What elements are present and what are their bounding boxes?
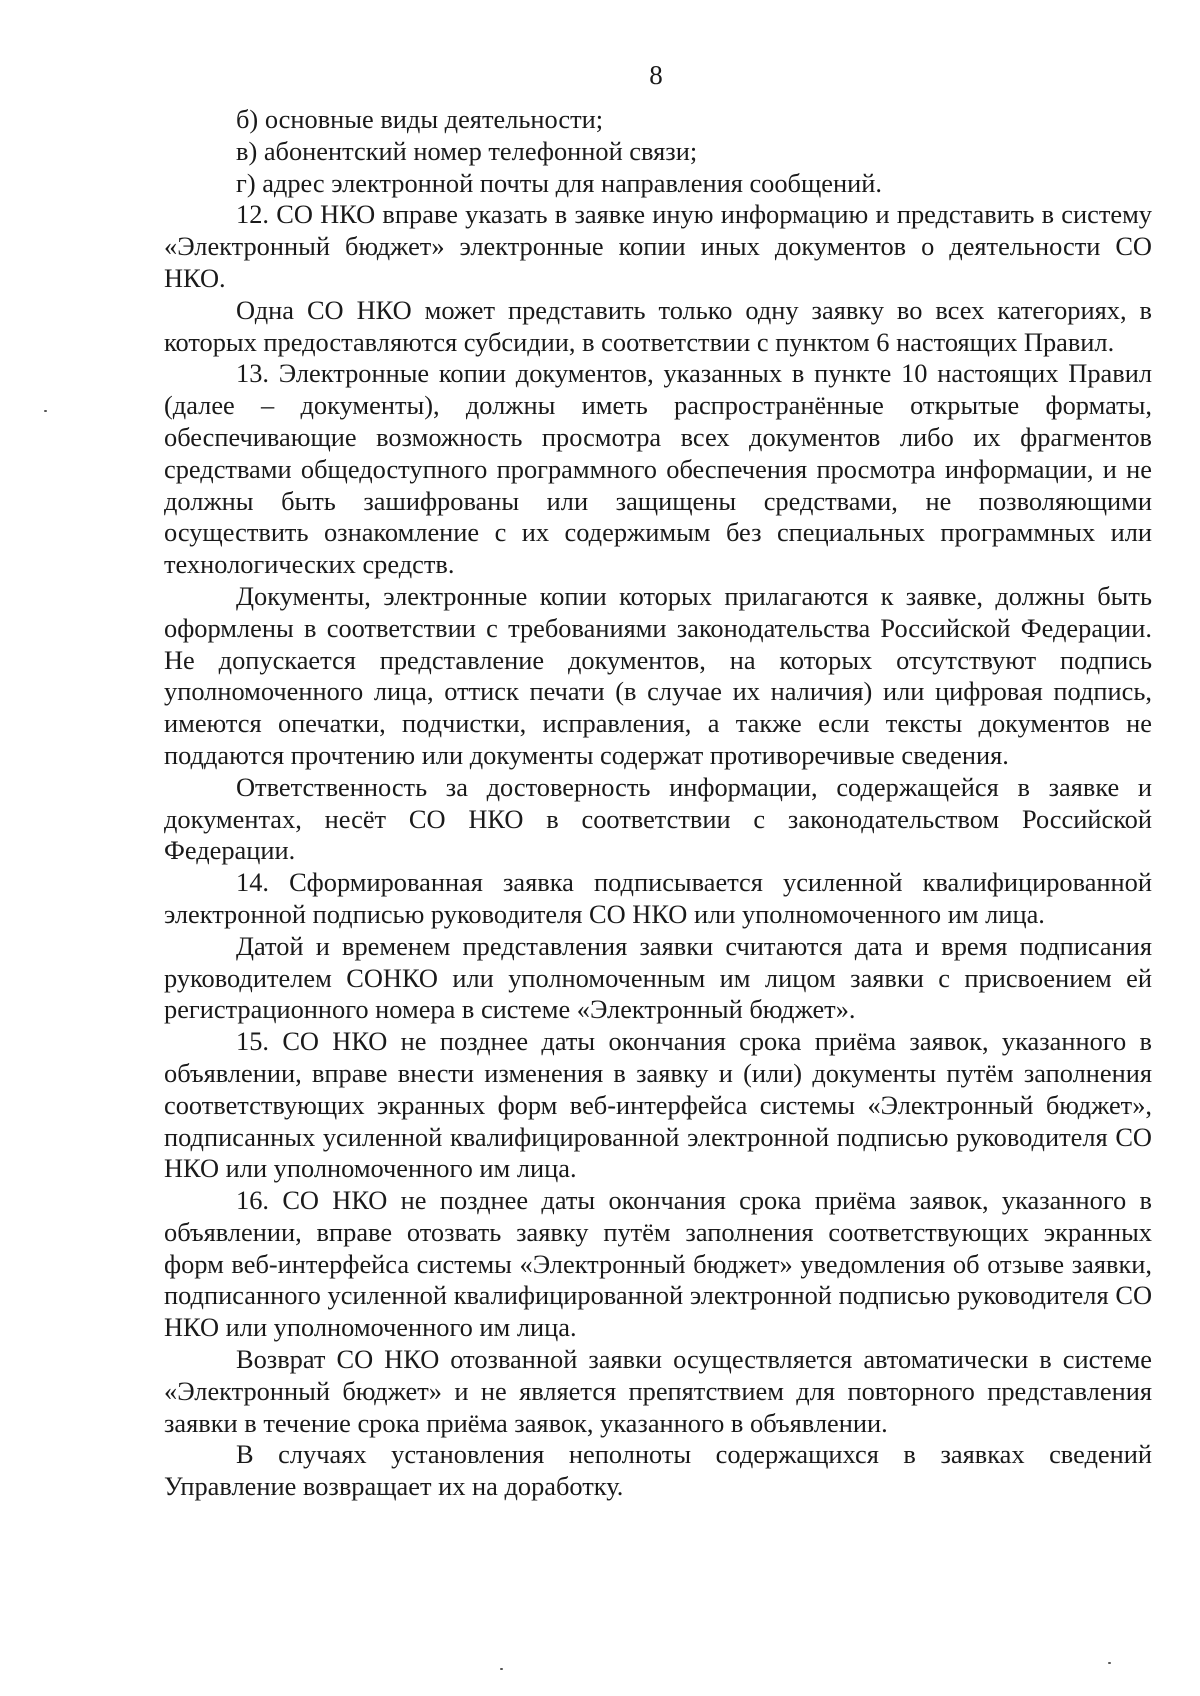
paragraph: 13. Электронные копии документов, указанных в пункте 10 настоящих Правил (далее – документы), должны иметь распространённые открытые форматы, обеспечивающие возможность просмотра всех документов либо их фрагментов средствами общедоступного программного обеспечения просмотра информации, и не должны быть зашифрованы или защищены средствами, не позволяющими осуществить ознакомление с их содержимым без специальных программных или технологических средств. — [164, 358, 1152, 580]
paragraph: 12. СО НКО вправе указать в заявке иную информацию и представить в систему «Электронный бюджет» электронные копии иных документов о деятельности СО НКО. — [164, 199, 1152, 293]
paragraph: В случаях установления неполноты содержащихся в заявках сведений Управление возвращает их на доработку. — [164, 1439, 1152, 1502]
scan-speck — [44, 410, 47, 412]
paragraph: Ответственность за достоверность информации, содержащейся в заявке и документах, несёт СО НКО в соответствии с законодательством Российской Федерации. — [164, 771, 1152, 866]
scan-speck — [500, 1668, 503, 1670]
paragraph: Возврат СО НКО отозванной заявки осуществляется автоматически в системе «Электронный бюджет» и не является препятствием для повторного представления заявки в течение срока приёма заявок, указанного в объявлении. — [164, 1344, 1152, 1438]
paragraph: г) адрес электронной почты для направления сообщений. — [236, 167, 882, 198]
paragraph: 16. СО НКО не позднее даты окончания срока приёма заявок, указанного в объявлении, вправе отозвать заявку путём заполнения соответствующих экранных форм веб-интерфейса системы «Электронный бюджет» уведомления об отзыве заявки, подписанного усиленной квалифицированной электронной подписью руководителя СО НКО или уполномоченного им лица. — [164, 1185, 1152, 1343]
paragraph: 15. СО НКО не позднее даты окончания срока приёма заявок, указанного в объявлении, вправе внести изменения в заявку и (или) документы путём заполнения соответствующих экранных форм веб-интерфейса системы «Электронный бюджет», подписанных усиленной квалифицированной электронной подписью руководителя СО НКО или уполномоченного им лица. — [164, 1026, 1152, 1184]
page-number: 8 — [649, 60, 663, 90]
paragraph: Одна СО НКО может представить только одну заявку во всех категориях, в которых предоставляются субсидии, в соответствии с пунктом 6 настоящих Правил. — [164, 294, 1152, 357]
paragraph: в) абонентский номер телефонной связи; — [236, 135, 698, 166]
scan-speck — [1108, 1662, 1111, 1664]
paragraph: б) основные виды деятельности; — [236, 104, 604, 134]
paragraph: Документы, электронные копии которых прилагаются к заявке, должны быть оформлены в соответствии с требованиями законодательства Российской Федерации. Не допускается представление документов, на которых отсутствуют подпись уполномоченного лица, оттиск печати (в случае их наличия) или цифровая подпись, имеются опечатки, подчистки, исправления, а также если тексты документов не поддаются прочтению или документы содержат противоречивые сведения. — [164, 580, 1152, 770]
paragraph: 14. Сформированная заявка подписывается усиленной квалифицированной электронной подписью руководителя СО НКО или уполномоченного им лица. — [164, 867, 1152, 929]
paragraph: Датой и временем представления заявки считаются дата и время подписания руководителем СОНКО или уполномоченным им лицом заявки с присвоением ей регистрационного номера в системе «Электронный бюджет». — [164, 930, 1152, 1025]
document-body — [164, 104, 1152, 1503]
